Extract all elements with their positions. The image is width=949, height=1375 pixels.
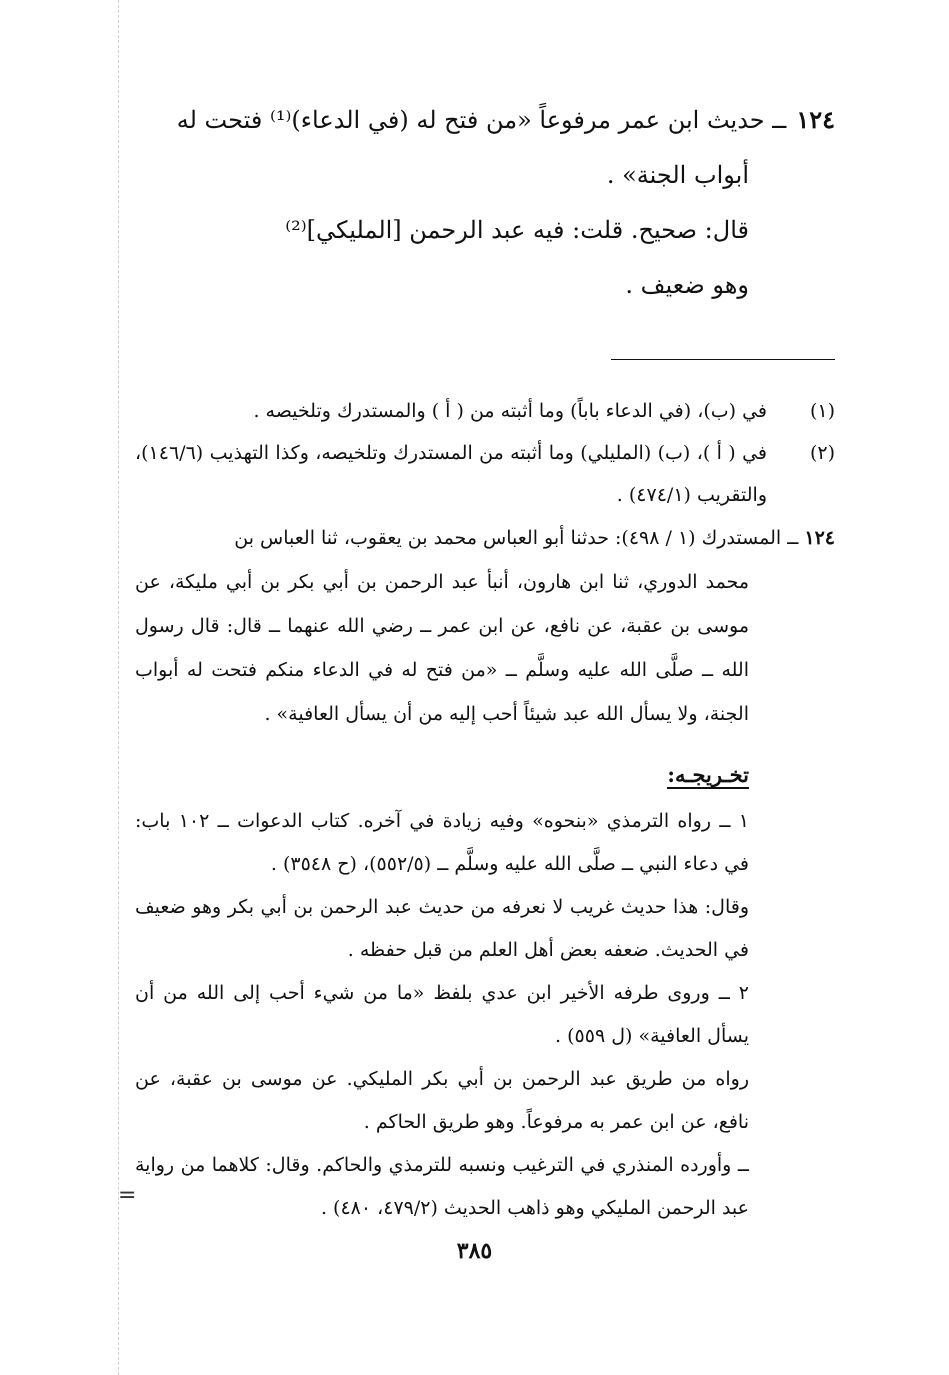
footnote-number: (١) <box>809 400 835 422</box>
main-entry <box>135 92 835 313</box>
takhrij-paragraph: ١ ــ رواه الترمذي «بنحوه» وفيه زيادة في آخره. كتاب الدعوات ــ ١٠٢ باب: في دعاء النبي ــ صلَّى الله عليه وسلَّم ــ (٥٥٢/٥)، (ح ٣٥٤٨) . <box>135 810 750 875</box>
footnote-item <box>135 432 835 516</box>
source-entry <box>135 516 835 736</box>
footnote-text: في ( أ )، (ب) (المليلي) وما أثبته من المستدرك وتلخيصه، وكذا التهذيب (١٤٦/٦)، والتقريب (٤٧٤/١) . <box>135 442 767 506</box>
hadith-line <box>135 92 835 148</box>
comment-line: قال: صحيح. قلت: فيه عبد الرحمن [المليكي]⁽²⁾ <box>285 216 749 244</box>
page-number: ٣٨٥ <box>456 1238 493 1264</box>
takhrij-paragraph: ــ وأورده المنذري في الترغيب ونسبه للترمذي والحاكم. وقال: كلاهما من رواية عبد الرحمن المليكي وهو ذاهب الحديث (٤٧٩/٢، ٤٨٠) . <box>135 1154 749 1219</box>
footnote-number: (٢) <box>809 442 835 464</box>
source-number: ١٢٤ <box>804 527 835 549</box>
source-first-line <box>135 516 835 560</box>
hadith-text: ــ حديث ابن عمر مرفوعاً «من فتح له (في الدعاء)⁽¹⁾ فتحت له <box>176 106 787 134</box>
page-body <box>135 92 835 1292</box>
hadith-line-continuation: أبواب الجنة» . <box>606 161 749 189</box>
footnotes <box>135 390 835 1230</box>
entry-number: ١٢٤ <box>796 105 835 134</box>
footnote-item <box>135 390 835 432</box>
takhrij-paragraph: وقال: هذا حديث غريب لا نعرفه من حديث عبد الرحمن بن أبي بكر وهو ضعيف في الحديث. ضعفه بعض أهل العلم من قبل حفظه . <box>135 896 749 961</box>
takhrij-paragraph: ٢ ــ وروى طرفه الأخير ابن عدي بلفظ «ما من شيء أحب إلى الله من أن يسأل العافية» (ل ٥٥٩) . <box>135 982 749 1047</box>
source-text: محمد الدوري، ثنا ابن هارون، أنبأ عبد الرحمن بن أبي بكر بن أبي مليكة، عن موسى بن عقبة، عن نافع، عن ابن عمر ــ رضي الله عنهما ــ قال: قال رسول الله ــ صلَّى الله عليه وسلَّم ــ «من فتح له في الدعاء منكم فتحت له أبواب الجنة، ولا يسأل الله عبد شيئاً أحب إليه من أن يسأل العافية» . <box>135 571 749 725</box>
margin-guide-line <box>118 0 119 1375</box>
footnote-text: في (ب)، (في الدعاء باباً) وما أثبته من ( أ ) والمستدرك وتلخيصه . <box>253 400 767 422</box>
takhrij-body <box>135 800 835 1230</box>
takhrij-paragraph: رواه من طريق عبد الرحمن بن أبي بكر المليكي. عن موسى بن عقبة، عن نافع، عن ابن عمر به مرفوعاً. وهو طريق الحاكم . <box>135 1068 749 1133</box>
source-line1: ــ المستدرك (١ / ٤٩٨): حدثنا أبو العباس محمد بن يعقوب، ثنا العباس بن <box>234 527 799 549</box>
takhrij-heading: تخـريجـه: <box>667 762 749 787</box>
footnote-separator <box>611 359 835 360</box>
comment-line-continuation: وهو ضعيف . <box>625 271 749 299</box>
continuation-mark: = <box>118 1183 137 1208</box>
